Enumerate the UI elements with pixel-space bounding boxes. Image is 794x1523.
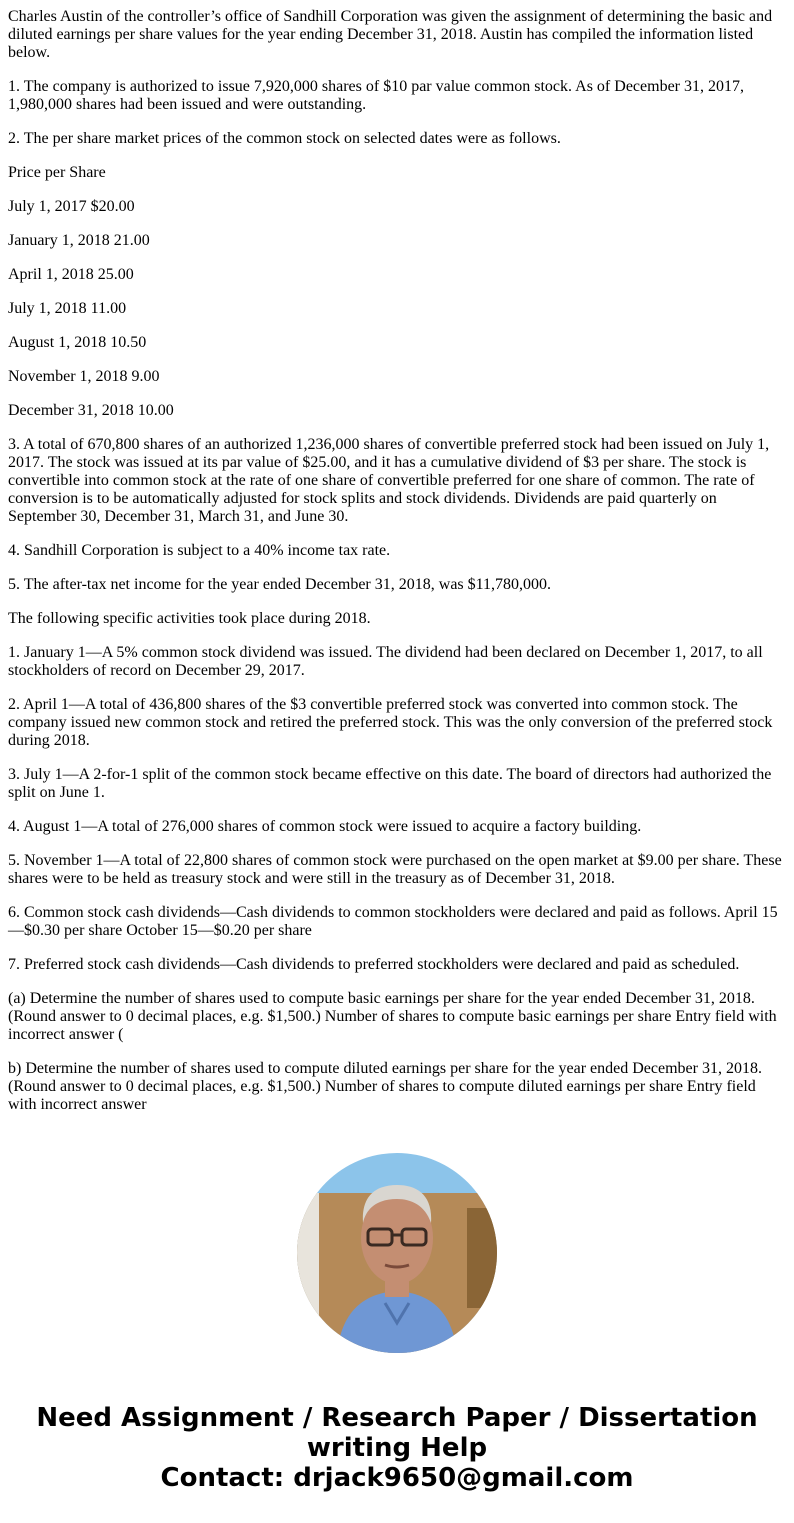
price-row: July 1, 2018 11.00 [8,300,127,317]
fact-4: 4. Sandhill Corporation is subject to a 40% income tax rate. [8,542,391,559]
question-b: b) Determine the number of shares used to compute diluted earnings per share for the year ended December 31, 2018. (Round answer to 0 decimal places, e.g. $1,500.) Number of shares to compute diluted earnings per share Entry field with incorrect answer [8,1060,762,1113]
activity-item: 1. January 1—A 5% common stock dividend was issued. The dividend had been declared on December 1, 2017, to all stockholders of record on December 29, 2017. [8,644,763,679]
price-row: August 1, 2018 10.50 [8,334,147,351]
activity-item: 7. Preferred stock cash dividends—Cash dividends to preferred stockholders were declared and paid as scheduled. [8,956,740,973]
activity-item: 6. Common stock cash dividends—Cash dividends to common stockholders were declared and paid as follows. April 15—$0.30 per share October 15—$0.20 per share [8,904,778,939]
price-header: Price per Share [8,164,106,181]
question-a: (a) Determine the number of shares used to compute basic earnings per share for the year ended December 31, 2018. (Round answer to 0 decimal places, e.g. $1,500.) Number of shares to compute basic earnings per share Entry field with incorrect answer ( [8,990,777,1043]
fact-3: 3. A total of 670,800 shares of an authorized 1,236,000 shares of convertible preferred stock had been issued on July 1, 2017. The stock was issued at its par value of $25.00, and it has a cumulative dividend of $3 per share. The stock is convertible into common stock at the rate of one share of convertible preferred for one share of common. The rate of conversion is to be automatically adjusted for stock splits and stock dividends. Dividends are paid quarterly on September 30, December 31, March 31, and June 30. [8,436,770,525]
activities-intro: The following specific activities took place during 2018. [8,610,371,627]
avatar-wall-panel [297,1193,319,1353]
price-row: April 1, 2018 25.00 [8,266,134,283]
activity-item: 4. August 1—A total of 276,000 shares of common stock were issued to acquire a factory building. [8,818,642,835]
promo-line-1: Need Assignment / Research Paper / Dissertation [36,1403,758,1433]
author-avatar [297,1153,497,1353]
activity-item: 5. November 1—A total of 22,800 shares of common stock were purchased on the open market at $9.00 per share. These shares were to be held as treasury stock and were still in the treasury as of December 31, 2018. [8,852,782,887]
fact-5: 5. The after-tax net income for the year ended December 31, 2018, was $11,780,000. [8,576,552,593]
author-portrait [297,1153,497,1353]
promo-banner [0,1403,794,1493]
price-row: November 1, 2018 9.00 [8,368,160,385]
activity-item: 3. July 1—A 2-for-1 split of the common stock became effective on this date. The board of directors had authorized the split on June 1. [8,766,772,801]
fact-1: 1. The company is authorized to issue 7,920,000 shares of $10 par value common stock. As of December 31, 2017, 1,980,000 shares had been issued and were outstanding. [8,78,744,113]
price-row: December 31, 2018 10.00 [8,402,174,419]
intro-paragraph: Charles Austin of the controller’s office of Sandhill Corporation was given the assignment of determining the basic and diluted earnings per share values for the year ending December 31, 2018. Austin has compiled the information listed below. [8,8,773,61]
price-row: January 1, 2018 21.00 [8,232,150,249]
price-row: July 1, 2017 $20.00 [8,198,135,215]
activity-item: 2. April 1—A total of 436,800 shares of the $3 convertible preferred stock was converted into common stock. The company issued new common stock and retired the preferred stock. This was the only conversion of the preferred stock during 2018. [8,696,773,749]
avatar-frame [467,1208,497,1308]
fact-2: 2. The per share market prices of the common stock on selected dates were as follows. [8,130,561,147]
promo-line-2: writing Help [306,1433,488,1463]
promo-contact[interactable]: Contact: drjack9650@gmail.com [160,1463,634,1493]
